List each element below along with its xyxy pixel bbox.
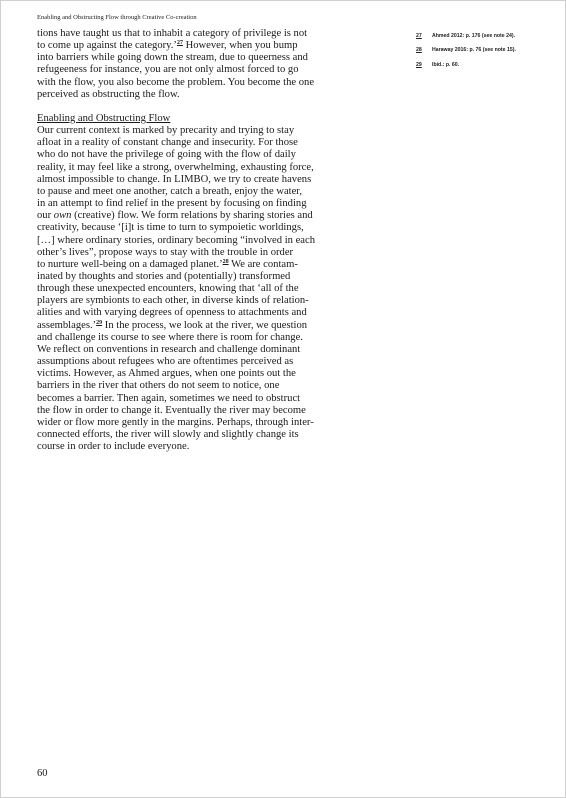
text-span: in an attempt to find relief in the present by focusing on finding [37,198,307,210]
text-span: with the flow, you also become the problem. You become the one [37,76,315,88]
text-line [37,307,359,319]
text-line [37,295,359,307]
text-line [37,417,359,429]
text-span: to nurture well-being on a damaged planet.’ [37,258,223,270]
text-line [37,393,359,405]
text-line [37,332,359,344]
text-line [37,368,359,380]
text-line [37,344,359,356]
text-line [37,89,359,101]
text-span: becomes a barrier. Then again, sometimes we need to obstruct [37,392,301,404]
text-span: assemblages.’ [37,319,97,331]
paragraph-main [37,125,359,453]
footnote-29 [416,62,536,68]
text-line [37,356,359,368]
footnote-number[interactable]: 29 [416,61,422,68]
text-line [37,174,359,186]
text-span: refugeeness for instance, you are not only almost forced to go [37,64,299,76]
text-line [37,429,359,441]
text-line [37,247,359,259]
footnote-text: Ahmed 2012: p. 176 (see note 24). [432,33,516,39]
footnote-ref-29[interactable]: 29 [96,319,103,326]
text-span: into barriers while going down the stream, due to queerness and [37,52,308,64]
text-line [37,405,359,417]
text-span: Our current context is marked by precarity and trying to stay [37,125,295,137]
text-line [37,320,359,332]
text-span: inated by thoughts and stories and (potentially) transformed [37,270,291,282]
text-span: connected efforts, the river will slowly and slightly change its [37,429,299,440]
paragraph-gap [37,101,359,113]
text-span: (creative) flow. We form relations by sharing stories and [71,210,313,222]
text-span: In the process, we look at the river, we question [102,319,308,331]
text-span: We are contam- [228,258,298,270]
text-span: […] where ordinary stories, ordinary becoming “involved in each [37,234,315,246]
page-number: 60 [37,768,48,779]
text-line [37,28,359,40]
text-span: perceived as obstructing the flow. [37,88,180,100]
text-span: afloat in a reality of constant change and insecurity. For those [37,137,298,149]
text-line [37,40,359,52]
text-span: creativity, because ‘[i]t is time to turn to sympoietic worldings, [37,222,304,234]
running-head: Enabling and Obstructing Flow through Creative Co-creation [37,14,197,21]
text-span: wider or flow more gently in the margins. Perhaps, through inter- [37,416,314,428]
text-line [37,64,359,76]
text-line [37,198,359,210]
text-line [37,380,359,392]
footnote-ref-28[interactable]: 28 [222,258,229,265]
text-span: tions have taught us that to inhabit a category of privilege is not [37,28,308,39]
text-line [37,441,359,453]
text-line [37,77,359,89]
text-line [37,210,359,222]
text-span: assumptions about refugees who are oftentimes perceived as [37,356,294,368]
text-line [37,271,359,283]
footnote-27 [416,33,536,39]
text-span: course in order to include everyone. [37,441,190,453]
section-heading: Enabling and Obstructing Flow [37,112,171,124]
text-line [37,125,359,137]
footnote-text: Ibid.: p. 60. [432,61,460,68]
text-line [37,137,359,149]
paragraph-continued [37,28,359,101]
text-span: who do not have the privilege of going with the flow of daily [37,149,296,161]
text-span: through these unexpected encounters, knowing that ‘all of the [37,283,299,295]
text-line [37,149,359,161]
text-line [37,259,359,271]
footnote-28 [416,47,536,53]
text-line [37,162,359,174]
footnote-number[interactable]: 27 [416,33,422,39]
text-span: and challenge its course to see where there is room for change. [37,331,303,343]
footnotes-column [416,33,536,76]
text-span: players are symbionts to each other, in diverse kinds of relation- [37,295,309,307]
text-span: other’s lives”, propose ways to stay with the trouble in order [37,246,294,258]
text-span: our [37,210,54,222]
text-line [37,52,359,64]
text-line [37,186,359,198]
text-span: barriers in the river that others do not seem to notice, one [37,380,280,392]
text-span: almost impossible to change. In LIMBO, we try to create havens [37,173,312,185]
text-span: However, when you bump [182,40,298,52]
text-span: We reflect on conventions in research and challenge dominant [37,343,301,355]
footnote-text: Haraway 2016: p. 76 (see note 15). [432,47,516,54]
text-line [37,235,359,247]
main-text-column [37,28,359,453]
footnote-number[interactable]: 28 [416,47,422,54]
text-span: the flow in order to change it. Eventually the river may become [37,404,306,416]
emphasis-own: own [53,210,72,222]
text-span: to pause and meet one another, catch a breath, enjoy the water, [37,185,303,197]
text-line [37,283,359,295]
text-line [37,222,359,234]
text-span: victims. However, as Ahmed argues, when one points out the [37,368,296,380]
text-span: reality, it may feel like a strong, overwhelming, exhausting force, [37,161,314,173]
text-span: to come up against the category.’ [37,40,177,52]
footnote-ref-27[interactable]: 27 [176,40,183,47]
text-span: alities and with varying degrees of openness to attachments and [37,307,307,319]
